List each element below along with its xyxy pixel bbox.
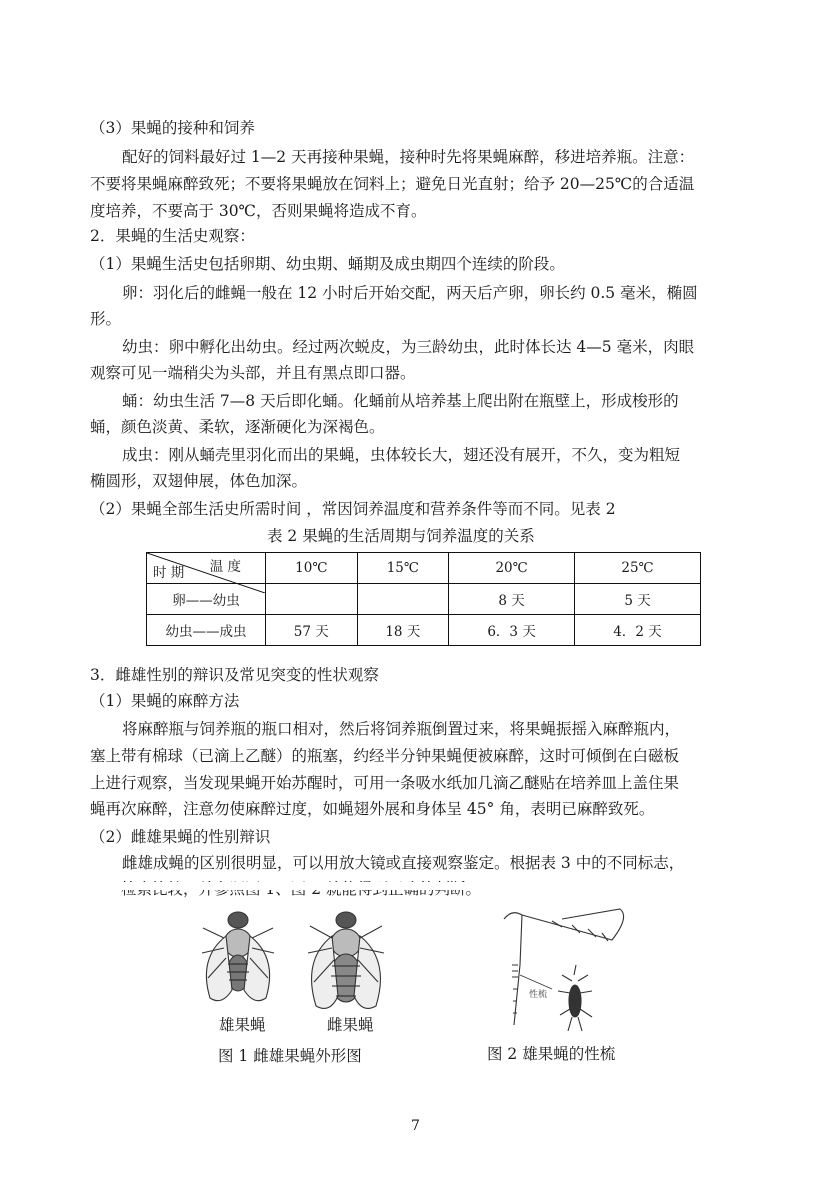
table-header-cell: 25℃ [575, 553, 701, 584]
table-cell [357, 584, 449, 615]
anesthesia-line-3: 上进行观察，当发现果蝇开始苏醒时，可用一条吸水纸加几滴乙醚贴在培养皿上盖住果 [90, 774, 680, 792]
table-title: 表 2 果蝇的生活周期与饲养温度的关系 [267, 527, 535, 545]
table-header-cell: 10℃ [266, 553, 358, 584]
female-fly-drawing [308, 912, 384, 1008]
scan-cut-mask [90, 882, 510, 890]
table-header-cell: 15℃ [357, 553, 449, 584]
table-cell: 8 天 [449, 584, 575, 615]
adult-line-1: 成虫：刚从蛹壳里羽化而出的果蝇，虫体较长大，翅还没有展开，不久，变为粗短 [122, 446, 681, 464]
male-fly-drawing [202, 912, 274, 1001]
corner-top-label: 温 度 [209, 559, 241, 575]
life-cycle-item-1: （1）果蝇生活史包括卵期、幼虫期、蛹期及成虫期四个连续的阶段。 [90, 255, 565, 273]
feed-paragraph-line-2: 不要将果蝇麻醉致死；不要将果蝇放在饲料上；避免日光直射；给予 20—25℃的合适温 [90, 175, 695, 193]
table-row-label: 卵——幼虫 [147, 584, 266, 615]
anesthesia-line-1: 将麻醉瓶与饲养瓶的瓶口相对，然后将饲养瓶倒置过来，将果蝇振摇入麻醉瓶内， [122, 720, 681, 738]
figure-1-caption: 图 1 雌雄果蝇外形图 [218, 1047, 362, 1065]
female-fly-label: 雌果蝇 [327, 1016, 374, 1034]
egg-line-1: 卵：羽化后的雌蝇一般在 12 小时后开始交配，两天后产卵，卵长约 0.5 毫米，椭圆 [122, 284, 698, 302]
table-cell: 4．2 天 [575, 615, 701, 646]
pupa-line-2: 蛹，颜色淡黄、柔软，逐渐硬化为深褐色。 [90, 418, 385, 436]
life-cycle-item-2: （2）果蝇全部生活史所需时间 ，常因饲养温度和营养条件等而不同。见表 2 [90, 500, 616, 518]
anesthesia-line-4: 蝇再次麻醉，注意勿使麻醉过度，如蝇翅外展和身体呈 45° 角，表明已麻醉致死。 [90, 800, 655, 818]
larva-line-1: 幼虫：卵中孵化出幼虫。经过两次蜕皮，为三龄幼虫，此时体长达 4—5 毫米，肉眼 [122, 338, 695, 356]
anesthesia-subheading: （1）果蝇的麻醉方法 [90, 692, 240, 710]
feed-paragraph-line-1: 配好的饲料最好过 1—2 天再接种果蝇，接种时先将果蝇麻醉，移进培养瓶。注意： [122, 148, 695, 166]
table-cell: 6．3 天 [449, 615, 575, 646]
anesthesia-line-2: 塞上带有棉球（已滴上乙醚）的瓶塞，约经半分钟果蝇便被麻醉，这时可倾倒在白磁板 [90, 747, 680, 765]
table-corner-cell [147, 553, 266, 584]
corner-bottom-label: 时 期 [153, 565, 185, 581]
figure-2-sex-comb [492, 905, 637, 1035]
adult-line-2: 椭圆形，双翅伸展，体色加深。 [90, 472, 308, 490]
feed-paragraph-line-3: 度培养，不要高于 30℃，否则果蝇将造成不育。 [90, 202, 427, 220]
table-cell: 18 天 [357, 615, 449, 646]
table-cell: 5 天 [575, 584, 701, 615]
table-cell [266, 584, 358, 615]
sex-comb-pointer-label: 性梳 [529, 990, 548, 1000]
identify-line-1: 雌雄成蝇的区别很明显，可以用放大镜或直接观察鉴定。根据表 3 中的不同标志， [122, 854, 685, 872]
figure-2-caption: 图 2 雄果蝇的性梳 [487, 1045, 616, 1063]
egg-line-2: 形。 [90, 310, 122, 328]
male-fly-label: 雄果蝇 [219, 1016, 266, 1034]
figure-1-flies [188, 898, 398, 1028]
larva-line-2: 观察可见一端稍尖为头部，并且有黑点即口器。 [90, 364, 416, 382]
section-3-title: （3）果蝇的接种和饲养 [90, 119, 255, 137]
pupa-line-1: 蛹：幼虫生活 7—8 天后即化蛹。化蛹前从培养基上爬出附在瓶壁上，形成梭形的 [122, 392, 679, 410]
table-row [147, 615, 701, 646]
page-number: 7 [411, 1118, 420, 1134]
table-cell: 57 天 [266, 615, 358, 646]
table-header-row [147, 553, 701, 584]
heading-sex-identification: 3．雌雄性别的辩识及常见突变的性状观察 [90, 666, 379, 684]
table-row-label: 幼虫——成虫 [147, 615, 266, 646]
identify-subheading: （2）雌雄果蝇的性别辩识 [90, 828, 271, 846]
temperature-table [146, 552, 701, 646]
heading-life-cycle: 2．果蝇的生活史观察： [90, 227, 255, 245]
table-header-cell: 20℃ [449, 553, 575, 584]
